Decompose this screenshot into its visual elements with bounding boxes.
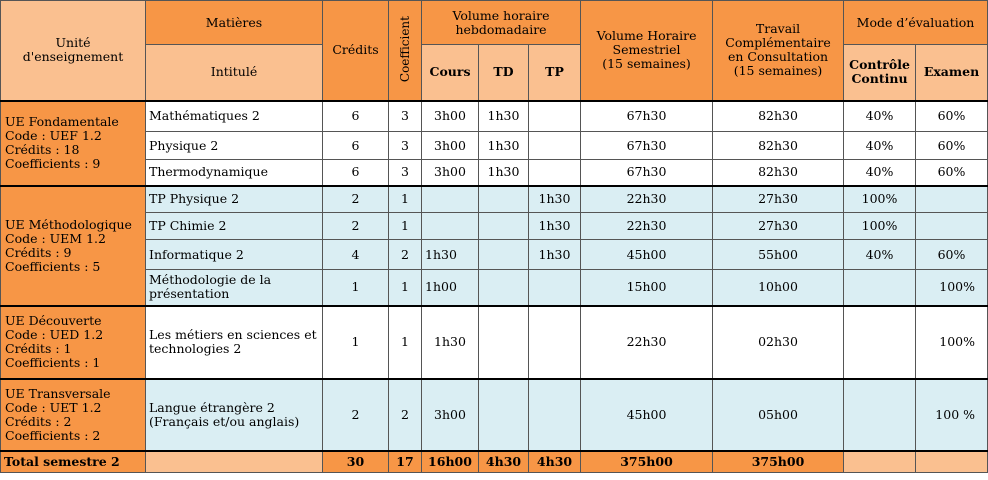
cell-tcc: 10h00 [713,270,844,306]
cell-vhs: 67h30 [581,160,713,186]
cell-td [479,240,529,270]
header-travail [713,1,844,101]
cell-vhs: 15h00 [581,270,713,306]
cell-vhs: 45h00 [581,379,713,451]
header-coefficient-label: Coefficient [398,15,412,82]
cell-vhs: 67h30 [581,132,713,160]
ue-methodologique [1,186,146,306]
ue-decouverte [1,306,146,379]
cell-intitule: TP Physique 2 [146,186,323,213]
ue-line: UE Transversale [5,385,111,401]
cell-credits: 2 [323,186,389,213]
header-mode: Mode d’évaluation [844,1,988,45]
cell-tp [529,160,581,186]
cell-td [479,186,529,213]
header-volume-hebdo: Volume horaire hebdomadaire [422,1,581,45]
header-controle: Contrôle Continu [844,45,916,101]
cell-tcc: 02h30 [713,306,844,379]
cell-cc: 40% [844,160,916,186]
ue-line: Coefficients : 2 [5,427,101,443]
cell-intitule: Informatique 2 [146,240,323,270]
cell-cc: 100% [844,213,916,240]
cell-coef: 2 [389,240,422,270]
cell-tp [529,306,581,379]
cell-coef: 1 [389,270,422,306]
cell-cours: 1h30 [422,306,479,379]
cell-intitule: Les métiers en sciences et technologies 2 [146,306,323,379]
cell-intitule: Méthodologie de la présentation [146,270,323,306]
cell-tp [529,101,581,132]
cell-exam [916,213,988,240]
cell-tp [529,379,581,451]
cell-td: 1h30 [479,160,529,186]
ue-line: Code : UEM 1.2 [5,230,106,246]
cell-cours: 3h00 [422,379,479,451]
ue-line: Coefficients : 9 [5,156,101,171]
total-label: Total semestre 2 [1,451,146,473]
ue-line: Crédits : 9 [5,244,72,260]
cell-credits: 2 [323,379,389,451]
cell-credits: 6 [323,160,389,186]
cell-credits: 2 [323,213,389,240]
cell-td [479,213,529,240]
ue-fondamentale [1,101,146,186]
cell-cours [422,213,479,240]
total-tp: 4h30 [529,451,581,473]
cell-td: 1h30 [479,132,529,160]
header-cours: Cours [422,45,479,101]
header-intitule: Intitulé [146,45,323,101]
cell-coef: 3 [389,160,422,186]
cell-coef: 1 [389,306,422,379]
cell-cc [844,306,916,379]
header-coefficient [389,1,422,101]
cell-exam: 60% [916,101,988,132]
header-td: TD [479,45,529,101]
cell-cours: 3h00 [422,160,479,186]
cell-exam: 100 % [916,379,988,451]
header-volume-semestriel-sub: (15 semaines) [602,56,691,72]
total-td: 4h30 [479,451,529,473]
total-tcc: 375h00 [713,451,844,473]
cell-intitule: Mathématiques 2 [146,101,323,132]
cell-exam: 100% [916,270,988,306]
cell-cours: 3h00 [422,132,479,160]
cell-td [479,306,529,379]
cell-credits: 6 [323,132,389,160]
cell-tp [529,270,581,306]
cell-tp [529,132,581,160]
cell-tcc: 55h00 [713,240,844,270]
ue-line: Crédits : 2 [5,413,72,429]
total-vhs: 375h00 [581,451,713,473]
ue-line: Code : UET 1.2 [5,399,102,415]
header-matieres: Matières [146,1,323,45]
cell-intitule: Physique 2 [146,132,323,160]
cell-exam: 60% [916,160,988,186]
cell-vhs: 67h30 [581,101,713,132]
total-empty [844,451,916,473]
cell-cours: 1h30 [422,240,479,270]
cell-credits: 1 [323,270,389,306]
ue-line: UE Fondamentale [5,114,119,129]
cell-cc: 100% [844,186,916,213]
cell-vhs: 22h30 [581,213,713,240]
header-travail-sub: (15 semaines) [733,63,823,79]
cell-tcc: 27h30 [713,186,844,213]
cell-exam: 100% [916,306,988,379]
header-volume-semestriel [581,1,713,101]
cell-exam: 60% [916,240,988,270]
total-cours: 16h00 [422,451,479,473]
cell-coef: 1 [389,186,422,213]
total-empty [146,451,323,473]
cell-tp: 1h30 [529,213,581,240]
ue-line: UE Découverte [5,313,102,328]
total-credits: 30 [323,451,389,473]
ue-line: Coefficients : 1 [5,355,101,370]
cell-cc: 40% [844,132,916,160]
header-credits: Crédits [323,1,389,101]
cell-credits: 1 [323,306,389,379]
cell-credits: 6 [323,101,389,132]
cell-tcc: 82h30 [713,132,844,160]
cell-cc [844,379,916,451]
ue-line: Code : UED 1.2 [5,327,104,342]
cell-tcc: 27h30 [713,213,844,240]
cell-tp: 1h30 [529,240,581,270]
cell-cc: 40% [844,240,916,270]
ue-line: Crédits : 1 [5,341,72,356]
cell-cours: 1h00 [422,270,479,306]
cell-cc [844,270,916,306]
cell-tcc: 05h00 [713,379,844,451]
cell-cours [422,186,479,213]
header-tp: TP [529,45,581,101]
cell-exam [916,186,988,213]
cell-vhs: 45h00 [581,240,713,270]
header-examen: Examen [916,45,988,101]
cell-coef: 2 [389,379,422,451]
cell-coef: 3 [389,101,422,132]
ue-line: Crédits : 18 [5,142,80,157]
cell-credits: 4 [323,240,389,270]
cell-coef: 3 [389,132,422,160]
cell-td: 1h30 [479,101,529,132]
cell-coef: 1 [389,213,422,240]
ue-line: Coefficients : 5 [5,258,101,274]
cell-cc: 40% [844,101,916,132]
cell-td [479,379,529,451]
cell-td [479,270,529,306]
total-coef: 17 [389,451,422,473]
header-volume-semestriel-title: Volume Horaire Semestriel [596,28,697,58]
ue-line: UE Méthodologique [5,216,132,232]
cell-exam: 60% [916,132,988,160]
header-travail-title: Travail Complémentaire en Consultation [725,21,831,65]
cell-tcc: 82h30 [713,101,844,132]
cell-intitule: Thermodynamique [146,160,323,186]
ue-transversale [1,379,146,451]
total-empty [916,451,988,473]
cell-intitule: Langue étrangère 2 (Français et/ou anglais) [146,379,323,451]
ue-line: Code : UEF 1.2 [5,128,102,143]
cell-vhs: 22h30 [581,186,713,213]
cell-tcc: 82h30 [713,160,844,186]
cell-cours: 3h00 [422,101,479,132]
cell-vhs: 22h30 [581,306,713,379]
header-unite: Unité d'enseignement [1,1,146,101]
cell-tp: 1h30 [529,186,581,213]
cell-intitule: TP Chimie 2 [146,213,323,240]
